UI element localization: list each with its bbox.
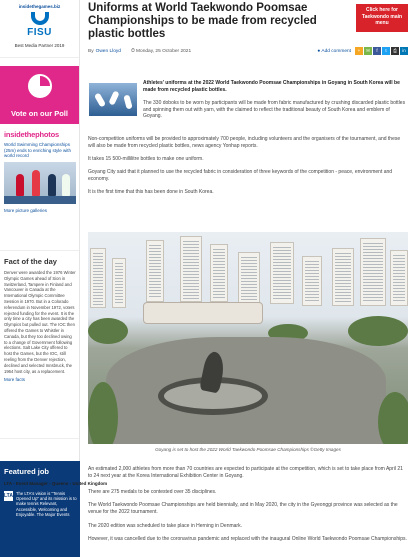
award-banner[interactable] xyxy=(0,0,79,58)
taekwondo-menu-button[interactable]: Click here for Taekwondo main menu xyxy=(356,4,408,32)
facebook-icon[interactable]: f xyxy=(373,47,381,55)
article-paragraph: However, it was cancelled due to the coronavirus pandemic and replaced with the inaugural Online World Taekwondo Poomsae Championships. xyxy=(88,536,407,542)
article-paragraph: The World Taekwondo Poomsae Championships are held biennially, and in May 2020, the city in the Gyeonggi province was selected as the venue for the 2022 tournament. xyxy=(88,502,398,515)
photos-story-link[interactable]: World Swimming Championships (25m) ends to enriching style with world record xyxy=(4,142,72,158)
print-icon[interactable]: ⎙ xyxy=(391,47,399,55)
article-paragraph: It takes 15 500-millilitre bottles to make one uniform. xyxy=(88,156,204,162)
add-comment-link[interactable]: ● Add comment xyxy=(317,48,351,54)
byline xyxy=(88,47,408,55)
lta-logo-icon: LTA xyxy=(4,492,13,499)
article-date: ⏱ Monday, 25 October 2021 xyxy=(130,49,192,54)
featured-job[interactable] xyxy=(0,461,108,557)
fact-body: Denver were awarded the 1976 Winter Olympic Games ahead of Sion in Switzerland, Tampere in Finland and Vancouver in Canada at the International Olympic Committee Session in 1970. But in a Colorado referendum in November 1972, voters rejected funding for the event. It is the only time a city has been awarded the Olympics but pulled out. The IOC then offered the Games to Whistler in Canada, but they too declined owing to a change of Government following elections. Salt Lake City offered to host the Games, but the IOC, still reeling from the Denver rejection, declined and selected Innsbruck, the 1964 host city, as a replacement. xyxy=(4,270,76,374)
author-link[interactable]: Owen Lloyd xyxy=(95,48,121,54)
more-facts-link[interactable]: More facts xyxy=(4,377,26,383)
share-icon[interactable]: + xyxy=(355,47,363,55)
fisu-logo-icon: FISU xyxy=(23,12,57,42)
article-paragraph: There are 275 medals to be contested over 35 disciplines. xyxy=(88,489,217,495)
site-name: insidethegames.biz xyxy=(18,4,61,9)
vote-label: Vote on our Poll xyxy=(11,109,68,118)
job-heading: Featured job xyxy=(4,467,50,476)
photo-caption: Goyang is set to host the 2022 World Taekwondo Poomsae Championships ©Getty Images xyxy=(155,447,341,452)
podium-photo[interactable] xyxy=(4,162,76,204)
article-paragraph: The 2020 edition was scheduled to take place in Herning in Denmark. xyxy=(88,523,242,529)
more-galleries-link[interactable]: More picture galleries xyxy=(4,207,48,213)
article-paragraph: It is the first time that this has been done in South Korea. xyxy=(88,189,214,195)
article-paragraph: Non-competition uniforms will be provided to approximately 700 people, including volunteers and the organisers of the tournament, and these will also be made from recycled plastic bottles, news agency Yonhap reports. xyxy=(88,136,401,149)
linkedin-icon[interactable]: in xyxy=(400,47,408,55)
taekwondo-thumbnail xyxy=(89,83,137,116)
share-buttons xyxy=(355,47,408,55)
email-icon[interactable]: ✉ xyxy=(364,47,372,55)
twitter-icon[interactable]: t xyxy=(382,47,390,55)
photos-logo[interactable]: insidethephotos xyxy=(4,130,59,139)
goyang-photo xyxy=(88,232,408,444)
pie-chart-icon xyxy=(28,74,52,98)
article-lead xyxy=(88,80,408,120)
article xyxy=(88,0,412,557)
article-intro: Athletes' uniforms at the 2022 World Taekwondo Poomsae Championships in Goyang in South Korea will be made from recycled plastic bottles. xyxy=(143,80,400,93)
article-paragraph: An estimated 2,000 athletes from more than 70 countries are expected to participate at the competition, which is set to take place from April 21 to 24 next year at the Korea International Exhibition Center in Goyang. xyxy=(88,466,403,479)
award-caption: Best Media Partner 2019 xyxy=(14,43,65,48)
article-paragraph: The 330 doboks to be worn by participants will be made from fabric manufactured by crushing discarded plastic bottles and spinning them out with yarn, with the claimed to reflect the traditional beauty of South Korea and emblem of Goyang. xyxy=(143,100,406,119)
job-title[interactable]: LTA - Event Manager - Queens - United Kingdom xyxy=(4,481,108,486)
job-description: The LTA's vision is "Tennis Opened Up" and its mission is to make tennis Relevant, Accessible, Welcoming and Enjoyable. The Major Events xyxy=(15,490,77,518)
vote-poll-banner[interactable] xyxy=(0,66,79,124)
article-paragraph: Goyang City said that it planned to use the recycled fabric in consideration of three keywords of the competition - peace, environment and economy. xyxy=(88,169,393,182)
article-title: Uniforms at World Taekwondo Poomsae Championships to be made from recycled plastic bottles xyxy=(88,2,317,40)
byline-by: By xyxy=(88,48,94,54)
fact-heading: Fact of the day xyxy=(4,257,57,266)
fact-of-the-day xyxy=(0,251,79,439)
photos-widget xyxy=(0,124,79,251)
